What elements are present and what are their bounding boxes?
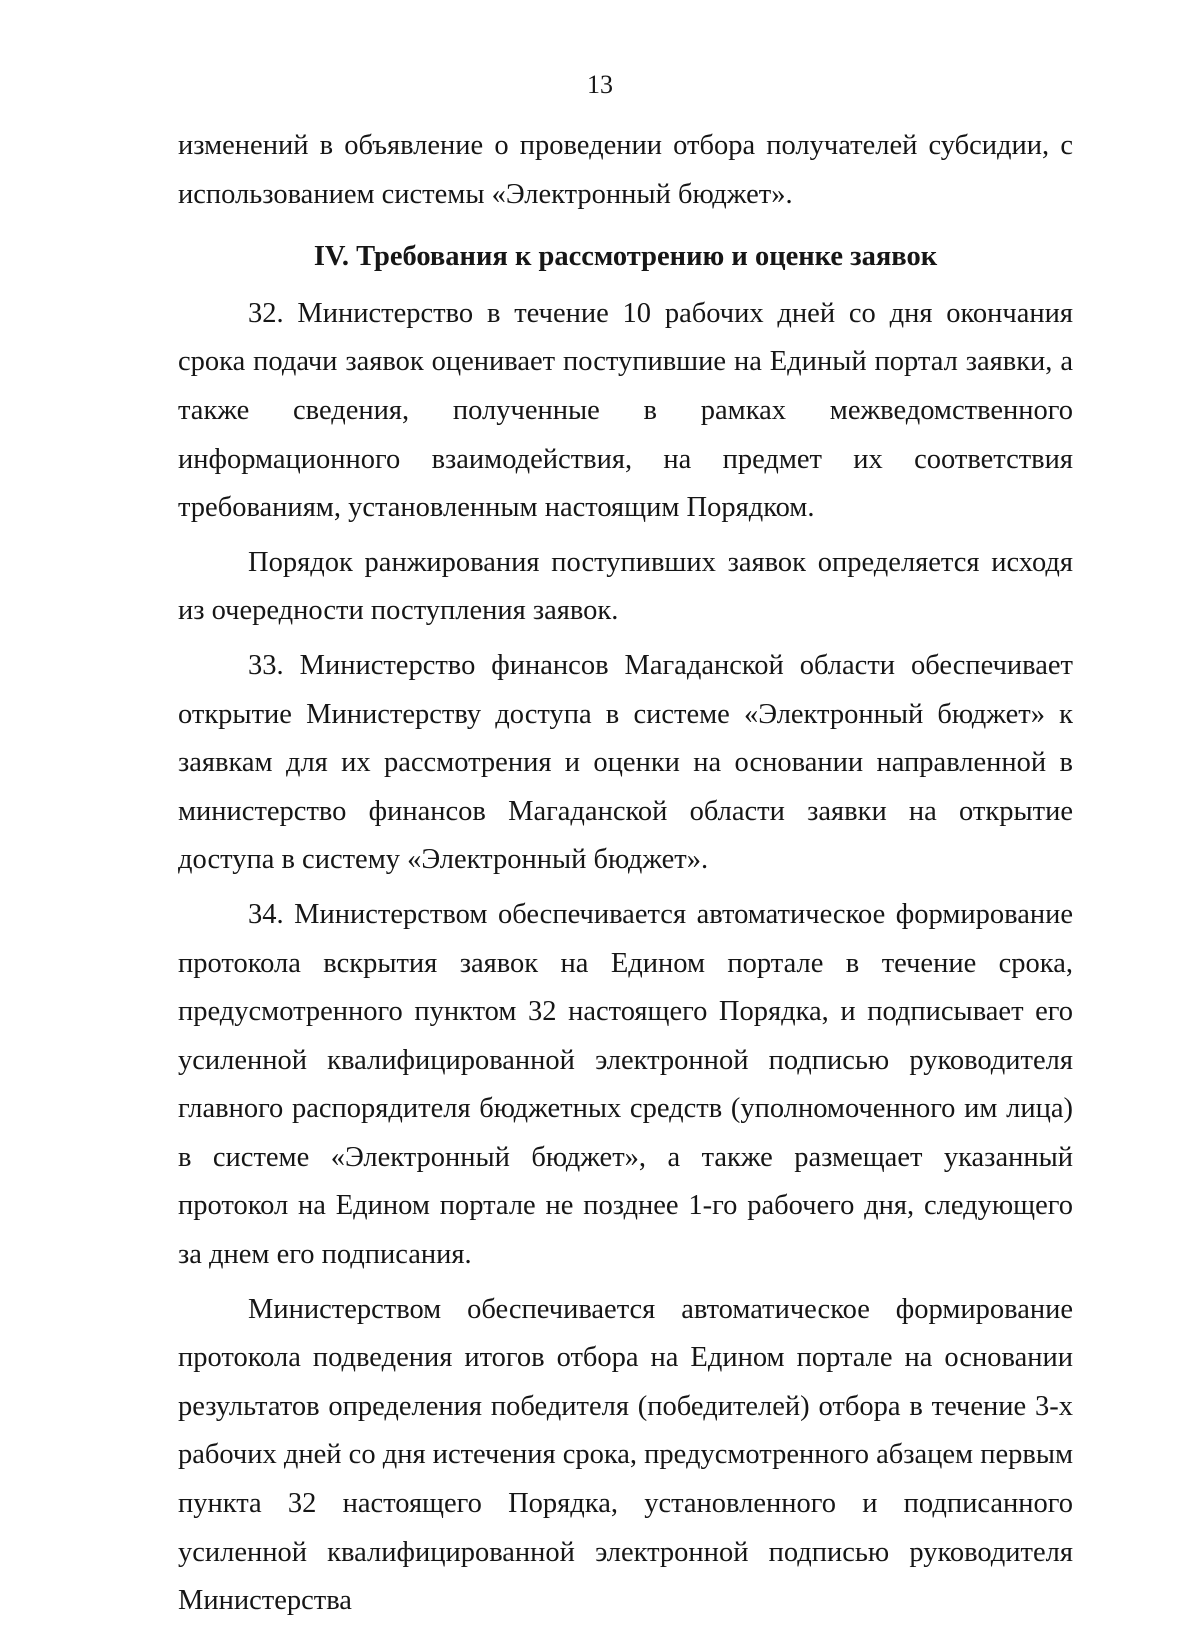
document-body — [178, 122, 1073, 1626]
page-number: 13 — [587, 70, 613, 99]
paragraph-32: 32. Министерство в течение 10 рабочих дней со дня окончания срока подачи заявок оценивает поступившие на Единый портал заявки, а также сведения, полученные в рамках межведомственного информационного взаимодействия, на предмет их соответствия требованиям, установленным настоящим Порядком. — [178, 297, 1073, 524]
section-heading: IV. Требования к рассмотрению и оценке заявок — [313, 241, 938, 273]
paragraph-34: 34. Министерством обеспечивается автоматическое формирование протокола вскрытия заявок на Едином портале в течение срока, предусмотренного пунктом 32 настоящего Порядка, и подписывает его усиленной квалифицированной электронной подписью руководителя главного распорядителя бюджетных средств (уполномоченного им лица) в системе «Электронный бюджет», а также размещает указанный протокол на Едином портале не позднее 1-го рабочего дня, следующего за днем его подписания. — [178, 898, 1073, 1271]
paragraph-33: 33. Министерство финансов Магаданской области обеспечивает открытие Министерству доступа в системе «Электронный бюджет» к заявкам для их рассмотрения и оценки на основании направленной в министерство финансов Магаданской области заявки на открытие доступа в систему «Электронный бюджет». — [178, 649, 1073, 876]
paragraph-34-results: Министерством обеспечивается автоматическое формирование протокола подведения итогов отбора на Едином портале на основании результатов определения победителя (победителей) отбора в течение 3-х рабочих дней со дня истечения срока, предусмотренного абзацем первым пункта 32 настоящего Порядка, установленного и подписанного усиленной квалифицированной электронной подписью руководителя Министерства — [178, 1293, 1073, 1617]
paragraph-continuation: изменений в объявление о проведении отбора получателей субсидии, с использованием системы «Электронный бюджет». — [178, 130, 1073, 210]
paragraph-32-ranking: Порядок ранжирования поступивших заявок определяется исходя из очередности поступления заявок. — [178, 546, 1073, 627]
